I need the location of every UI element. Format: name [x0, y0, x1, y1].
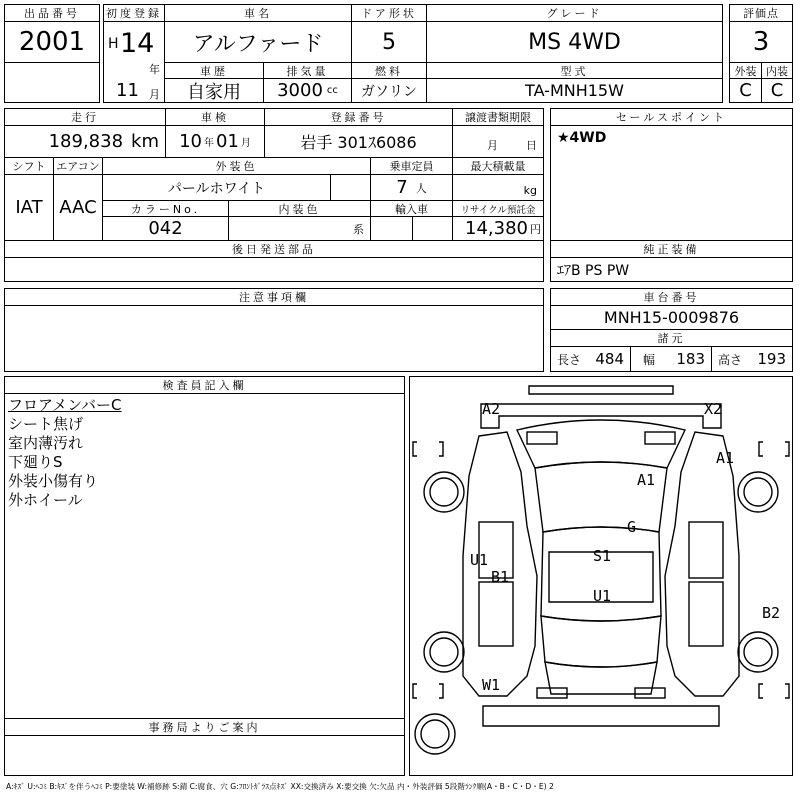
- inspector-note: 室内薄汚れ: [8, 434, 84, 452]
- length-label: 長さ: [557, 352, 582, 367]
- right-front-door: [689, 522, 723, 578]
- recycle-box: [452, 216, 544, 241]
- mileage-label: 走行: [4, 108, 166, 126]
- displacement-box: [263, 78, 352, 103]
- model-name-label: 車名: [164, 4, 352, 22]
- inspection-year-unit: 年: [204, 138, 214, 149]
- bracket-right-bot: [759, 684, 763, 698]
- inspection-month: 01: [216, 131, 239, 152]
- mark-s1: S1: [593, 547, 612, 565]
- max-load-label: 最大積載量: [452, 157, 544, 175]
- inspector-note: 下廻りS: [8, 453, 63, 471]
- transfer-day-unit: 日: [526, 139, 537, 152]
- mark-a1-right: A1: [716, 449, 735, 467]
- exterior-color-value: パールホワイト: [102, 174, 331, 201]
- shift-value: IAT: [4, 174, 54, 241]
- plate-value: 岩手 301ｽ6086: [264, 125, 453, 158]
- legend-text: A:ｷｽﾞ U:ﾍｺﾐ B:ｷｽﾞを伴うﾍｺﾐ P:要塗装 W:補修跡 S:錆 C:腐食、穴 G:ﾌﾛﾝﾄｶﾞﾗｽ点ｷｽﾞ XX:交換済み X:要交換 欠:欠品 内・外装評価 5段階ﾗﾝｸ順(A・B・C・D・E) 2: [6, 782, 554, 791]
- equipment-value: ｴｱB PS PW: [550, 257, 793, 282]
- rear-window: [541, 616, 661, 667]
- interior-color-box: [228, 216, 371, 241]
- color-number-value: 042: [102, 216, 229, 241]
- registration-month: 11: [116, 80, 139, 101]
- ac-value: AAC: [53, 174, 103, 241]
- right-rear-door: [689, 582, 723, 646]
- plate-label: 登録番号: [264, 108, 453, 126]
- bracket-right-top-r: [785, 442, 789, 456]
- import-box-a: [370, 216, 413, 241]
- bracket-right-top: [759, 442, 763, 456]
- exterior-color-extra: [330, 174, 371, 201]
- interior-color-unit: 系: [353, 223, 364, 236]
- interior-grade-label: 内装: [761, 62, 793, 79]
- year-unit: 年: [149, 63, 160, 76]
- grade-label: グレード: [426, 4, 723, 22]
- capacity-unit: 人: [415, 181, 427, 195]
- displacement-value: 3000: [277, 80, 323, 101]
- inspection-label: 車検: [165, 108, 265, 126]
- mark-b2: B2: [762, 604, 781, 622]
- type-value: TA-MNH15W: [426, 78, 723, 103]
- model-name-value: アルファード: [164, 21, 352, 63]
- doors-label: ドア形状: [351, 4, 427, 22]
- inspector-notes-list: [8, 396, 122, 510]
- bracket-left-top-r: [439, 442, 443, 456]
- rear-light-left: [537, 688, 567, 698]
- notice-label: 注意事項欄: [4, 288, 544, 306]
- later-parts-label: 後日発送部品: [4, 240, 544, 258]
- roof: [541, 527, 661, 621]
- mileage-unit: km: [131, 131, 159, 152]
- wheel-rear-right-inner: [744, 638, 772, 666]
- left-rear-door: [479, 582, 513, 646]
- first-registration-label: 初度登録: [103, 4, 165, 22]
- recycle-label: リサイクル預託金: [452, 200, 544, 217]
- color-number-label: カラーNo.: [102, 200, 229, 217]
- inspection-box: [165, 125, 265, 158]
- height-box: [711, 346, 793, 372]
- length-value: 484: [595, 350, 624, 368]
- era-mark: H: [108, 36, 119, 52]
- mark-w1: W1: [482, 676, 501, 694]
- inspector-note: 外ホイール: [8, 491, 83, 509]
- transfer-deadline-label: 譲渡書類期限: [452, 108, 544, 126]
- doors-value: 5: [351, 21, 427, 63]
- fuel-value: ガソリン: [351, 78, 427, 103]
- max-load-box: [452, 174, 544, 201]
- body-outline-right: [665, 432, 739, 696]
- exterior-grade-value: C: [729, 78, 762, 103]
- interior-color-label: 内装色: [228, 200, 371, 217]
- recycle-unit: 円: [530, 222, 541, 236]
- lot-number-blank: [4, 62, 100, 103]
- length-box: [550, 346, 631, 372]
- rear-bumper: [483, 706, 719, 726]
- recycle-value: 14,380: [465, 218, 528, 239]
- wheel-front-left-inner: [430, 478, 458, 506]
- grade-value: MS 4WD: [426, 21, 723, 63]
- bracket-right-bot-r: [785, 684, 789, 698]
- exterior-color-label: 外装色: [102, 157, 371, 175]
- transfer-month-unit: 月: [487, 139, 498, 152]
- sales-point-box: [550, 125, 793, 241]
- office-info-box: [4, 735, 405, 776]
- bracket-left-bot: [413, 684, 417, 698]
- sales-point-value: ★4WD: [557, 130, 607, 146]
- inspector-note: 外装小傷有り: [8, 472, 99, 490]
- mark-a1-center: A1: [637, 471, 656, 489]
- lot-number-label: 出品番号: [4, 4, 100, 22]
- transfer-deadline-box: [452, 125, 544, 158]
- import-box-b: [412, 216, 453, 241]
- capacity-value: 7: [396, 177, 408, 198]
- mark-b1: B1: [491, 568, 510, 586]
- capacity-label: 乗車定員: [370, 157, 453, 175]
- front-outline: [481, 404, 721, 428]
- mark-g: G: [627, 518, 637, 536]
- notice-box: [4, 305, 544, 372]
- bracket-left-top: [413, 442, 417, 456]
- rear-light-right: [635, 688, 665, 698]
- inspection-month-unit: 月: [240, 138, 251, 149]
- width-value: 183: [676, 350, 705, 368]
- shift-label: シフト: [4, 157, 54, 175]
- type-label: 型式: [426, 62, 723, 79]
- width-box: [630, 346, 712, 372]
- wheel-front-right-inner: [744, 478, 772, 506]
- import-label: 輸入車: [370, 200, 453, 217]
- inspection-year: 10: [179, 131, 202, 152]
- tailgate: [545, 662, 657, 694]
- front-bumper-shape: [529, 386, 673, 394]
- fuel-label: 燃料: [351, 62, 427, 79]
- sales-point-label: セールスポイント: [550, 108, 793, 126]
- history-value: 自家用: [164, 78, 264, 103]
- height-label: 高さ: [718, 352, 743, 367]
- inspector-note: シート焦げ: [8, 415, 84, 433]
- registration-year: 14: [120, 28, 155, 59]
- spare-wheel-inner: [421, 720, 449, 748]
- lot-number-value: 2001: [4, 21, 100, 63]
- ac-label: エアコン: [53, 157, 103, 175]
- chassis-number-label: 車台番号: [550, 288, 793, 306]
- exterior-grade-label: 外装: [729, 62, 762, 79]
- bracket-left-bot-r: [439, 684, 443, 698]
- height-value: 193: [757, 350, 786, 368]
- headlight-right: [645, 432, 675, 444]
- dimensions-label: 諸元: [550, 329, 793, 347]
- width-label: 幅: [643, 352, 656, 367]
- capacity-box: [370, 174, 453, 201]
- mark-u1-center: U1: [593, 587, 612, 605]
- mileage-value: 189,838: [48, 131, 124, 152]
- headlight-left: [527, 432, 557, 444]
- history-label: 車歴: [164, 62, 264, 79]
- vehicle-diagram: [409, 376, 793, 776]
- displacement-unit: cc: [326, 85, 338, 96]
- chassis-number-value: MNH15-0009876: [550, 305, 793, 330]
- mileage-box: [4, 125, 166, 158]
- max-load-unit: kg: [523, 184, 537, 197]
- office-info-label: 事務局よりご案内: [4, 718, 405, 736]
- equipment-label: 純正装備: [550, 240, 793, 258]
- month-unit: 月: [149, 88, 160, 101]
- score-value: 3: [729, 21, 793, 63]
- mark-x2: X2: [704, 400, 723, 418]
- later-parts-box: [4, 257, 544, 282]
- displacement-label: 排気量: [263, 62, 352, 79]
- mark-u1-left: U1: [470, 551, 489, 569]
- mark-a2: A2: [482, 400, 501, 418]
- inspector-note: フロアメンバーC: [8, 396, 122, 414]
- interior-grade-value: C: [761, 78, 793, 103]
- inspector-notes-label: 検査員記入欄: [4, 376, 405, 394]
- wheel-rear-left-inner: [430, 638, 458, 666]
- score-label: 評価点: [729, 4, 793, 22]
